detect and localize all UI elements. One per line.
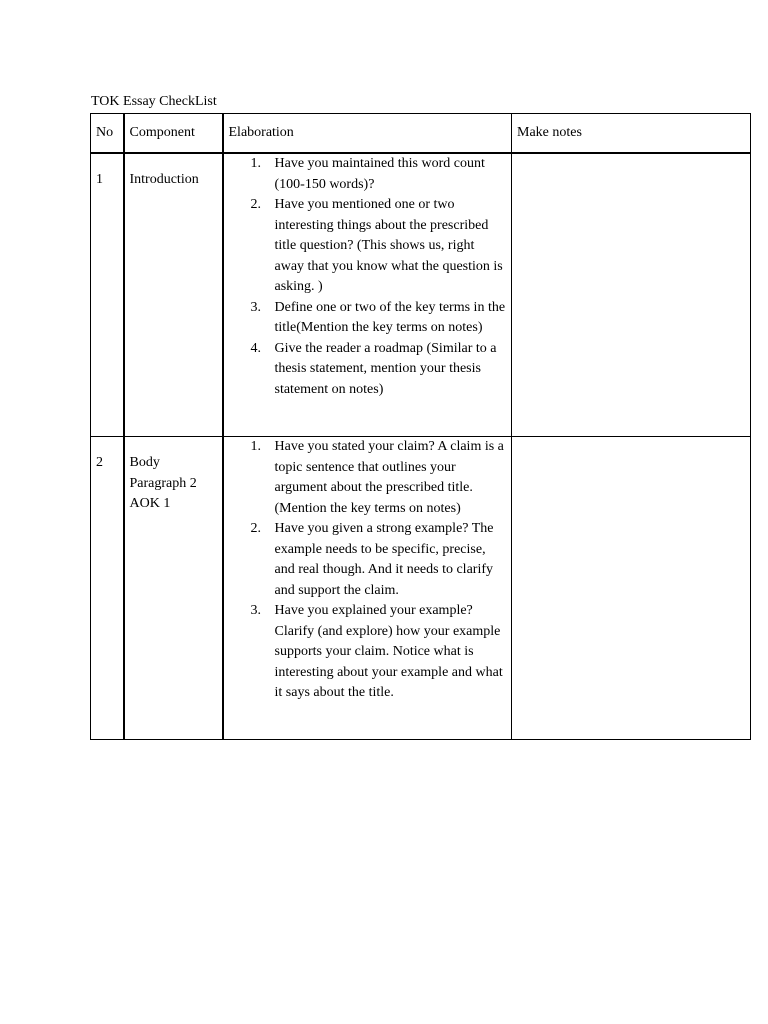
list-item-text: Define one or two of the key terms in the title(Mention the key terms on notes) — [274, 299, 506, 335]
list-item-number: 3. — [250, 299, 261, 315]
header-no: No — [91, 114, 124, 154]
row-number: 1 — [96, 172, 103, 187]
header-elaboration: Elaboration — [223, 114, 512, 154]
list-item-text: Have you maintained this word count (100-150 words)? — [274, 156, 485, 192]
list-item — [250, 601, 507, 704]
list-item — [250, 437, 507, 519]
header-make-notes: Make notes — [512, 114, 751, 154]
component-cell — [124, 437, 223, 740]
notes-cell[interactable] — [512, 437, 751, 740]
elaboration-list — [229, 154, 507, 400]
list-item — [250, 195, 507, 298]
list-item — [250, 519, 507, 601]
list-item-text: Have you mentioned one or two interesting things about the prescribed title question? (This shows us, right away that you know what the question is asking. ) — [274, 197, 503, 294]
list-item-text: Have you explained your example? Clarify (and explore) how your example supports your claim. Notice what is interesting about your example and what it says about the title. — [274, 603, 503, 700]
component-line: AOK 1 — [129, 496, 171, 511]
list-item-number: 1. — [250, 439, 261, 454]
elaboration-cell — [223, 437, 512, 740]
table-row — [91, 153, 751, 437]
list-item — [250, 298, 507, 339]
list-item — [250, 339, 507, 401]
table-row — [91, 437, 751, 740]
component-label: Introduction — [129, 172, 199, 187]
row-number-cell — [91, 153, 124, 437]
row-number: 2 — [96, 455, 103, 470]
page-title: TOK Essay CheckList — [91, 94, 217, 109]
list-item-number: 4. — [250, 340, 261, 356]
list-item-number: 2. — [250, 197, 261, 212]
list-item-text: Give the reader a roadmap (Similar to a thesis statement, mention your thesis statement on notes) — [274, 340, 497, 397]
component-cell — [124, 153, 223, 437]
component-line: Paragraph 2 — [129, 475, 197, 491]
header-component: Component — [124, 114, 223, 154]
list-item-text: Have you stated your claim? A claim is a topic sentence that outlines your argument about the prescribed title. (Mention the key terms on notes) — [274, 439, 504, 516]
header-row — [91, 114, 751, 154]
row-number-cell — [91, 437, 124, 740]
list-item-number: 3. — [250, 603, 261, 618]
elaboration-cell — [223, 153, 512, 437]
component-line: Body — [129, 455, 160, 470]
checklist-table — [90, 113, 751, 740]
list-item-number: 1. — [250, 156, 261, 171]
notes-cell[interactable] — [512, 153, 751, 437]
component-label — [130, 437, 217, 515]
elaboration-list — [229, 437, 507, 704]
list-item-text: Have you given a strong example? The example needs to be specific, precise, and real though. And it needs to clarify and support the claim. — [274, 521, 494, 598]
list-item — [250, 154, 507, 195]
list-item-number: 2. — [250, 521, 261, 536]
